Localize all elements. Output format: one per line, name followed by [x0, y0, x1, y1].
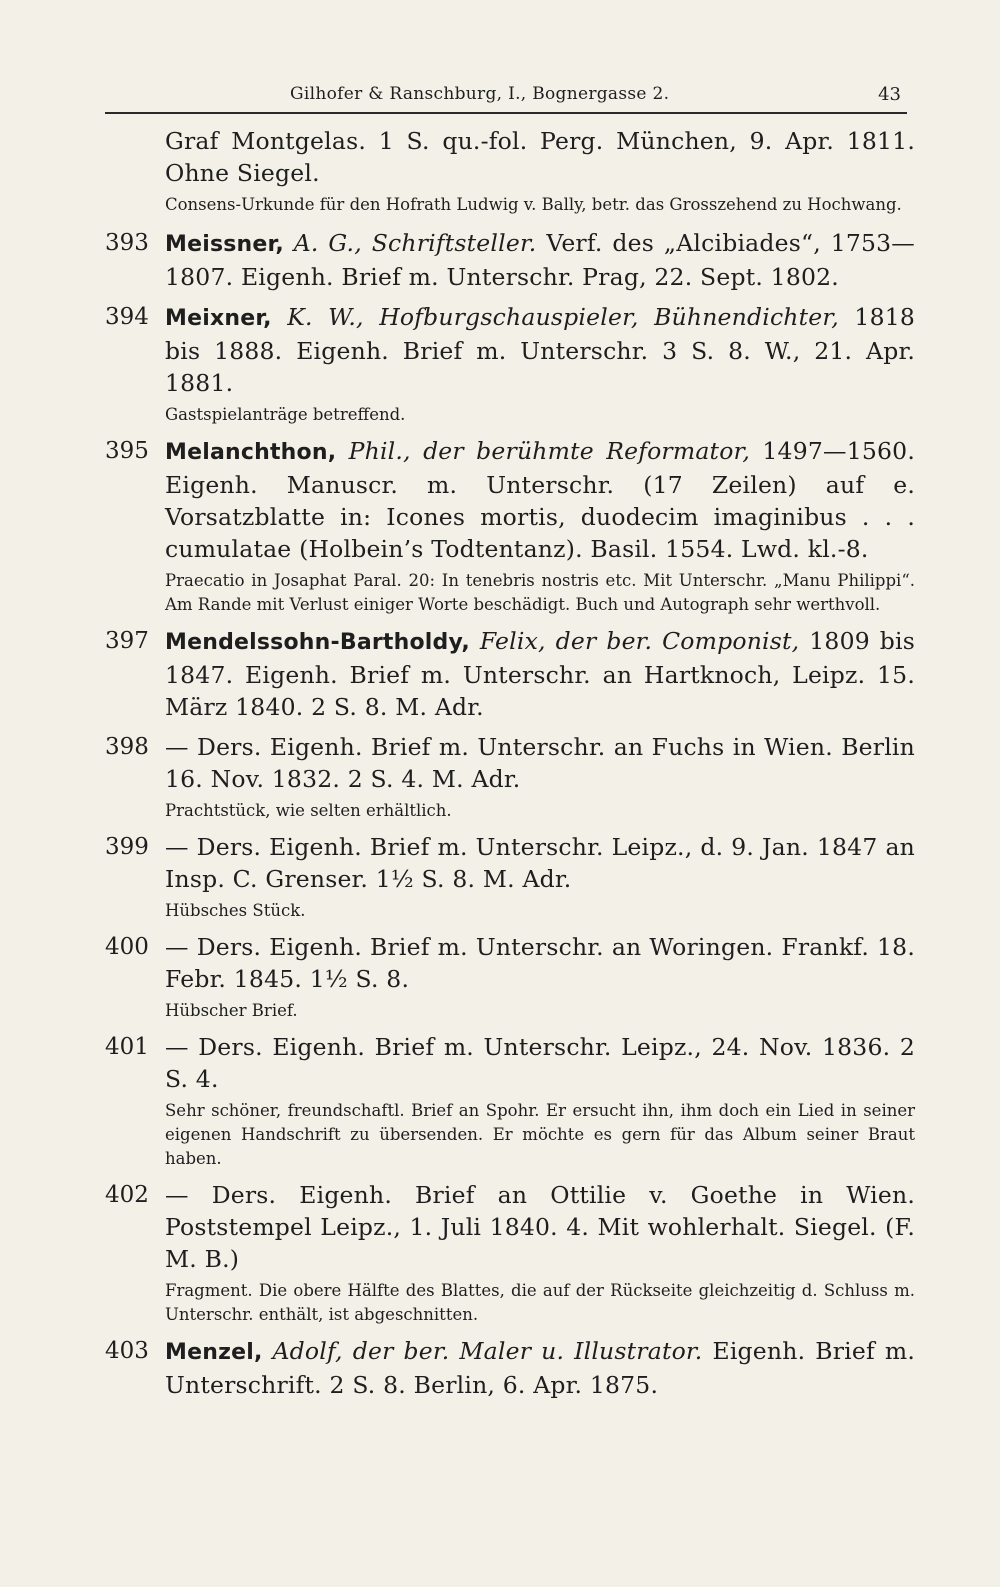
header-title: Gilhofer & Ranschburg, I., Bognergasse 2.	[290, 84, 670, 104]
entry-role: der ber. Componist,	[555, 627, 800, 655]
entry-number: 400	[105, 934, 149, 960]
entry-note: Hübsches Stück.	[165, 901, 306, 920]
entry-description	[165, 301, 915, 399]
entry-given-name: A. G.,	[293, 229, 362, 257]
continuation-text: Graf Montgelas. 1 S. qu.-fol. Perg. München, 9. Apr. 1811. Ohne Siegel.	[165, 127, 915, 187]
entry-note: Gastspielanträge betreffend.	[165, 405, 406, 424]
catalog-entry	[105, 227, 915, 293]
catalog-entry	[105, 931, 915, 1023]
entry-name: Melanchthon,	[165, 440, 337, 465]
entry-role: Hofburgschauspieler, Bühnendichter,	[379, 303, 839, 331]
entry-number: 398	[105, 734, 149, 760]
catalog-body	[105, 125, 915, 1409]
entry-given-name: Felix,	[479, 627, 546, 655]
entry-number: 394	[105, 304, 149, 330]
entry-number: 395	[105, 438, 149, 464]
catalog-entry	[105, 435, 915, 617]
page-number: 43	[878, 84, 901, 105]
entry-description	[165, 931, 915, 995]
entry-note: Sehr schöner, freundschaftl. Brief an Spohr. Er ersucht ihn, ihm doch ein Lied in seiner eigenen Handschrift zu übersenden. Er möchte es gern für das Album seiner Braut haben.	[165, 1101, 915, 1168]
entry-description	[165, 227, 915, 293]
entry-text: 1818 bis 1888. Eigenh. Brief m. Unterschr. 3 S. 8. W., 21. Apr. 1881.	[165, 303, 916, 397]
entry-number: 397	[105, 628, 149, 654]
entry-role: Schriftsteller.	[371, 229, 537, 257]
catalog-entry	[105, 301, 915, 427]
entry-text: — Ders. Eigenh. Brief m. Unterschr. Leipz., d. 9. Jan. 1847 an Insp. C. Grenser. 1½ S. 8. M. Adr.	[165, 833, 915, 893]
entry-note: Fragment. Die obere Hälfte des Blattes, die auf der Rückseite gleichzeitig d. Schluss m. Unterschr. enthält, ist abgeschnitten.	[165, 1281, 915, 1324]
entry-number: 393	[105, 230, 149, 256]
entry-note: Hübscher Brief.	[165, 1001, 298, 1020]
entry-name: Meixner,	[165, 306, 272, 331]
entry-text: Eigenh. Brief m. Unterschrift. 2 S. 8. Berlin, 6. Apr. 1875.	[165, 1337, 916, 1399]
entry-description	[165, 731, 915, 795]
entry-description	[165, 435, 915, 565]
catalog-entry	[105, 625, 915, 723]
entry-name: Mendelssohn-Bartholdy,	[165, 630, 470, 655]
entry-name: Meissner,	[165, 232, 284, 257]
entry-description	[165, 1179, 915, 1275]
continuation-note: Consens-Urkunde für den Hofrath Ludwig v. Bally, betr. das Grosszehend zu Hochwang.	[165, 195, 902, 214]
entry-text: Verf. des „Alcibiades“, 1753—1807. Eigenh. Brief m. Unterschr. Prag, 22. Sept. 1802.	[165, 229, 915, 291]
entry-number: 403	[105, 1338, 149, 1364]
entry-text: — Ders. Eigenh. Brief m. Unterschr. Leipz., 24. Nov. 1836. 2 S. 4.	[165, 1033, 915, 1093]
entry-number: 401	[105, 1034, 149, 1060]
entry-note: Prachtstück, wie selten erhältlich.	[165, 801, 452, 820]
continuation-entry	[105, 125, 915, 217]
entry-text: — Ders. Eigenh. Brief m. Unterschr. an Woringen. Frankf. 18. Febr. 1845. 1½ S. 8.	[165, 933, 915, 993]
entry-list	[105, 227, 915, 1401]
entry-name: Menzel,	[165, 1340, 263, 1365]
entry-text: — Ders. Eigenh. Brief m. Unterschr. an Fuchs in Wien. Berlin 16. Nov. 1832. 2 S. 4. M. Adr.	[165, 733, 915, 793]
entry-given-name: Phil.,	[348, 437, 411, 465]
page-header	[105, 78, 907, 114]
entry-given-name: Adolf,	[272, 1337, 343, 1365]
catalog-entry	[105, 731, 915, 823]
entry-role: der berühmte Reformator,	[423, 437, 751, 465]
entry-number: 399	[105, 834, 149, 860]
entry-description	[165, 625, 915, 723]
catalog-entry	[105, 1335, 915, 1401]
catalog-entry	[105, 1031, 915, 1171]
entry-given-name: K. W.,	[287, 303, 364, 331]
entry-text: 1809 bis 1847. Eigenh. Brief m. Unterschr. an Hartknoch, Leipz. 15. März 1840. 2 S. 8. M. Adr.	[165, 627, 916, 721]
catalog-entry	[105, 831, 915, 923]
entry-note: Praecatio in Josaphat Paral. 20: In tenebris nostris etc. Mit Unterschr. „Manu Philippi“. Am Rande mit Verlust einiger Worte beschädigt. Buch und Autograph sehr werthvoll.	[165, 571, 915, 614]
entry-description	[165, 831, 915, 895]
entry-text: 1497—1560. Eigenh. Manuscr. m. Unterschr. (17 Zeilen) auf e. Vorsatzblatte in: Icones mortis, duodecim imaginibus . . . cumulatae (Holbein’s Todtentanz). Basil. 1554. Lwd. kl.-8.	[165, 437, 915, 563]
entry-role: der ber. Maler u. Illustrator.	[352, 1337, 703, 1365]
entry-description	[165, 1335, 915, 1401]
entry-description	[165, 1031, 915, 1095]
catalog-entry	[105, 1179, 915, 1327]
entry-number: 402	[105, 1182, 149, 1208]
entry-text: — Ders. Eigenh. Brief an Ottilie v. Goethe in Wien. Poststempel Leipz., 1. Juli 1840. 4. Mit wohlerhalt. Siegel. (F. M. B.)	[165, 1181, 915, 1273]
